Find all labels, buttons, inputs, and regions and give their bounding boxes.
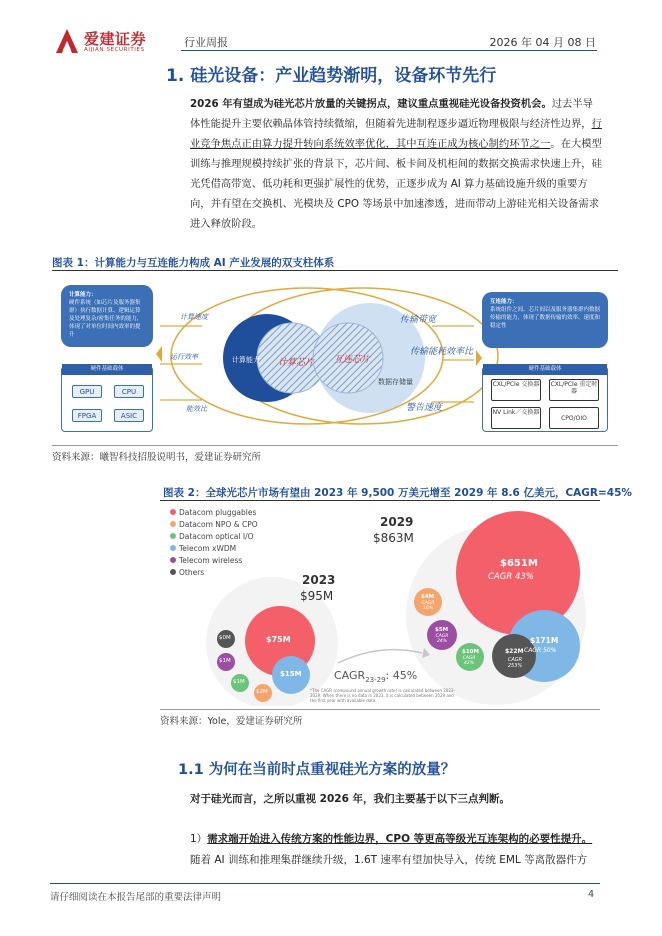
chip-cxl-switch: CXL/PCIe 交换器 <box>491 379 541 401</box>
bubble-label: $15M <box>280 670 302 678</box>
company-logo-name: 爱建证券 <box>84 30 147 48</box>
legend-dot <box>170 509 176 515</box>
page-number: 4 <box>588 889 595 900</box>
interconnect-hardware-title: 硬件基础载体 <box>483 364 607 375</box>
arrow-label-bandwidth: 传输带宽 <box>400 315 437 325</box>
chip-gpu: GPU <box>72 385 102 398</box>
interconnect-definition-panel <box>482 292 608 348</box>
interconnect-hardware-box <box>482 366 608 432</box>
point-one <box>190 831 592 846</box>
arrow-label-compute-speed: 计算速度 <box>180 313 208 321</box>
compute-circle-label: 计算能力 <box>232 356 260 364</box>
bubble-label: $171M <box>530 636 559 645</box>
legend-label: Others <box>179 567 205 577</box>
bubble-cagr: CAGR 253% <box>507 657 523 669</box>
data-storage-label: 数据存储量 <box>378 378 413 386</box>
legend-item <box>170 506 258 518</box>
legend-item <box>170 530 258 542</box>
cagr-period: 23-29 <box>365 676 386 685</box>
figure2-source-rule <box>160 709 600 710</box>
figure1-source-rule <box>52 445 618 446</box>
legend-item <box>170 542 258 554</box>
legend-label: Telecom wireless <box>179 555 243 565</box>
figure1-caption-rule <box>52 270 618 271</box>
report-date: 2026 年 04 月 08 日 <box>489 36 596 49</box>
bubble-label: $2M <box>256 689 268 695</box>
bubble-cagr: CAGR 42% <box>462 656 476 666</box>
bubble-label: $22M <box>505 648 524 655</box>
subsection-heading: 1.1 为何在当前时点重视硅光方案的放量？ <box>178 762 456 778</box>
para-bold: 2026 年有望成为硅光芯片放量的关键拐点，建议重点重视硅光设备投资机会。 <box>190 98 552 110</box>
bubble-label: $75M <box>266 635 291 644</box>
arrow-label-efficiency: 运行效率 <box>170 353 198 361</box>
figure1-caption: 图表 1：计算能力与互连能力构成 AI 产业发展的双支柱体系 <box>52 257 335 269</box>
arrow-label-energy-ratio: 能效比 <box>186 405 207 413</box>
bubble-label: $651M <box>500 558 538 569</box>
para-underline: 行业竞争焦点正由算力提升转向系统效率优化，其中互连正成为核心制约环节之一 <box>190 118 602 150</box>
compute-panel-text: 硬件系统（如芯片及服务器集群）执行数据计算、逻辑运算及处理复杂/密集任务的能力，体现了对单位时间内效率的提升 <box>69 300 143 338</box>
arrow-label-transfer-efficiency: 传输能耗效率比 <box>410 347 474 357</box>
year-2023-label: 2023 <box>302 573 336 587</box>
compute-chip-label: 计算芯片 <box>278 358 315 368</box>
chip-fpga: FPGA <box>72 409 102 422</box>
legend-dot <box>170 545 176 551</box>
bubble-label: $1M <box>233 679 245 685</box>
figure2-caption-rule <box>160 500 600 501</box>
compute-panel-title: 计算能力： <box>69 292 97 298</box>
figure1-diagram <box>52 278 618 438</box>
point-one-number: 1） <box>190 833 208 845</box>
cagr-label: CAGR <box>334 669 366 682</box>
chip-cpo-oio: CPO/OIO <box>549 407 599 429</box>
chip-cpu: CPU <box>114 385 144 398</box>
bubble-label: $10M <box>462 649 479 655</box>
footer-disclaimer: 请仔细阅读在本报告尾部的重要法律声明 <box>50 892 222 903</box>
bubble-cagr: CAGR 43% <box>488 572 534 582</box>
point-one-text: 需求端开始进入传统方案的性能边界，CPO 等更高等级光互连架构的必要性提升。 <box>207 833 593 845</box>
section-heading: 1. 硅光设备：产业趋势渐明，设备环节先行 <box>166 66 497 86</box>
report-type: 行业周报 <box>184 36 228 49</box>
total-2023-label: $95M <box>300 589 334 603</box>
bubble-label: $1M <box>219 658 231 664</box>
judgment-intro: 对于硅光而言，之所以重视 2026 年，我们主要基于以下三点判断。 <box>190 793 511 805</box>
arrow-label-speed: 警告速度 <box>406 403 443 413</box>
cagr-value: : 45% <box>385 669 418 682</box>
compute-hardware-box <box>61 366 153 432</box>
bubble-cagr: CAGR 24% <box>435 634 449 644</box>
bubble-label: $4M <box>421 594 435 600</box>
figure2-source: 资料来源：Yole，爱建证券研究所 <box>160 716 303 727</box>
bubble-label: $5M <box>435 627 449 633</box>
para-text-b: 。在大模型训练与推理规模持续扩张的背景下，芯片间、板卡间及机柜间的数据交换需求快速上升，硅光凭借高带宽、低功耗和更强扩展性的优势，正逐步成为 AI 算力基础设施升级的重要方向，并有望在交换机、光模块及 CPO 等场景中加速渗透，进而带动上游硅光相关设备需求进入释放阶段。 <box>190 138 602 230</box>
bubble-label: $0M <box>219 635 231 641</box>
footer-divider <box>50 883 600 884</box>
legend-item <box>170 566 258 578</box>
compute-definition-panel <box>61 285 153 347</box>
header-divider <box>181 50 597 51</box>
figure2-bubble-chart <box>160 503 600 706</box>
bubble-cagr: CAGR 50% <box>524 647 557 654</box>
legend-dot <box>170 533 176 539</box>
total-2029-label: $863M <box>373 531 414 545</box>
legend-label: Datacom optical I/O <box>179 531 254 541</box>
bubble-cagr: CAGR 16% <box>421 601 435 611</box>
point-one-detail: 随着 AI 训练和推理集群继续升级，1.6T 速率有望加快导入，传统 EML 等离散器件方 <box>190 854 588 866</box>
legend-item <box>170 554 258 566</box>
legend-label: Datacom NPO & CPO <box>179 519 258 529</box>
compute-hardware-title: 硬件基础载体 <box>62 364 152 375</box>
legend-dot <box>170 521 176 527</box>
company-logo-icon <box>55 28 79 54</box>
figure1-source: 资料来源：曦智科技招股说明书，爱建证券研究所 <box>52 452 262 463</box>
legend-label: Datacom pluggables <box>179 507 257 517</box>
cagr-arrow-label <box>334 669 417 684</box>
interconnect-panel-text: 系统组件之间、芯片间以及服务器集群内数据传输的能力，体现了数据传输的效率、速度和稳定性 <box>490 307 601 329</box>
para-text-a: 过去半导体性能提升主要依赖晶体管持续微缩，但随着先进制程逐步逼近物理极限与经济性边界， <box>190 98 593 130</box>
intro-paragraph <box>190 94 602 234</box>
chip-cxl-retimer: CXL/PCIe 重定时器 <box>549 379 599 401</box>
company-logo-english: AIJIAN SECURITIES <box>84 47 145 53</box>
cagr-footnote: *The CAGR (compound annual growth rate) is calculated between 2023-2029. When there is no data in 2023, it is calculated between 2029 and the first year with available data. <box>310 688 455 703</box>
figure2-caption: 图表 2：全球光芯片市场有望由 2023 年 9,500 万美元增至 2029 年 8.6 亿美元，CAGR=45% <box>163 487 632 499</box>
year-2029-label: 2029 <box>380 515 414 529</box>
legend-item <box>170 518 258 530</box>
legend-dot <box>170 557 176 563</box>
chip-nvlink: NV Link／交换器 <box>491 407 541 429</box>
chart-legend <box>170 506 258 578</box>
chip-asic: ASIC <box>114 409 144 422</box>
interconnect-panel-title: 互连能力： <box>490 299 518 305</box>
interconnect-chip-label: 互连芯片 <box>334 355 371 365</box>
legend-label: Telecom xWDM <box>179 543 237 553</box>
legend-dot <box>170 569 176 575</box>
